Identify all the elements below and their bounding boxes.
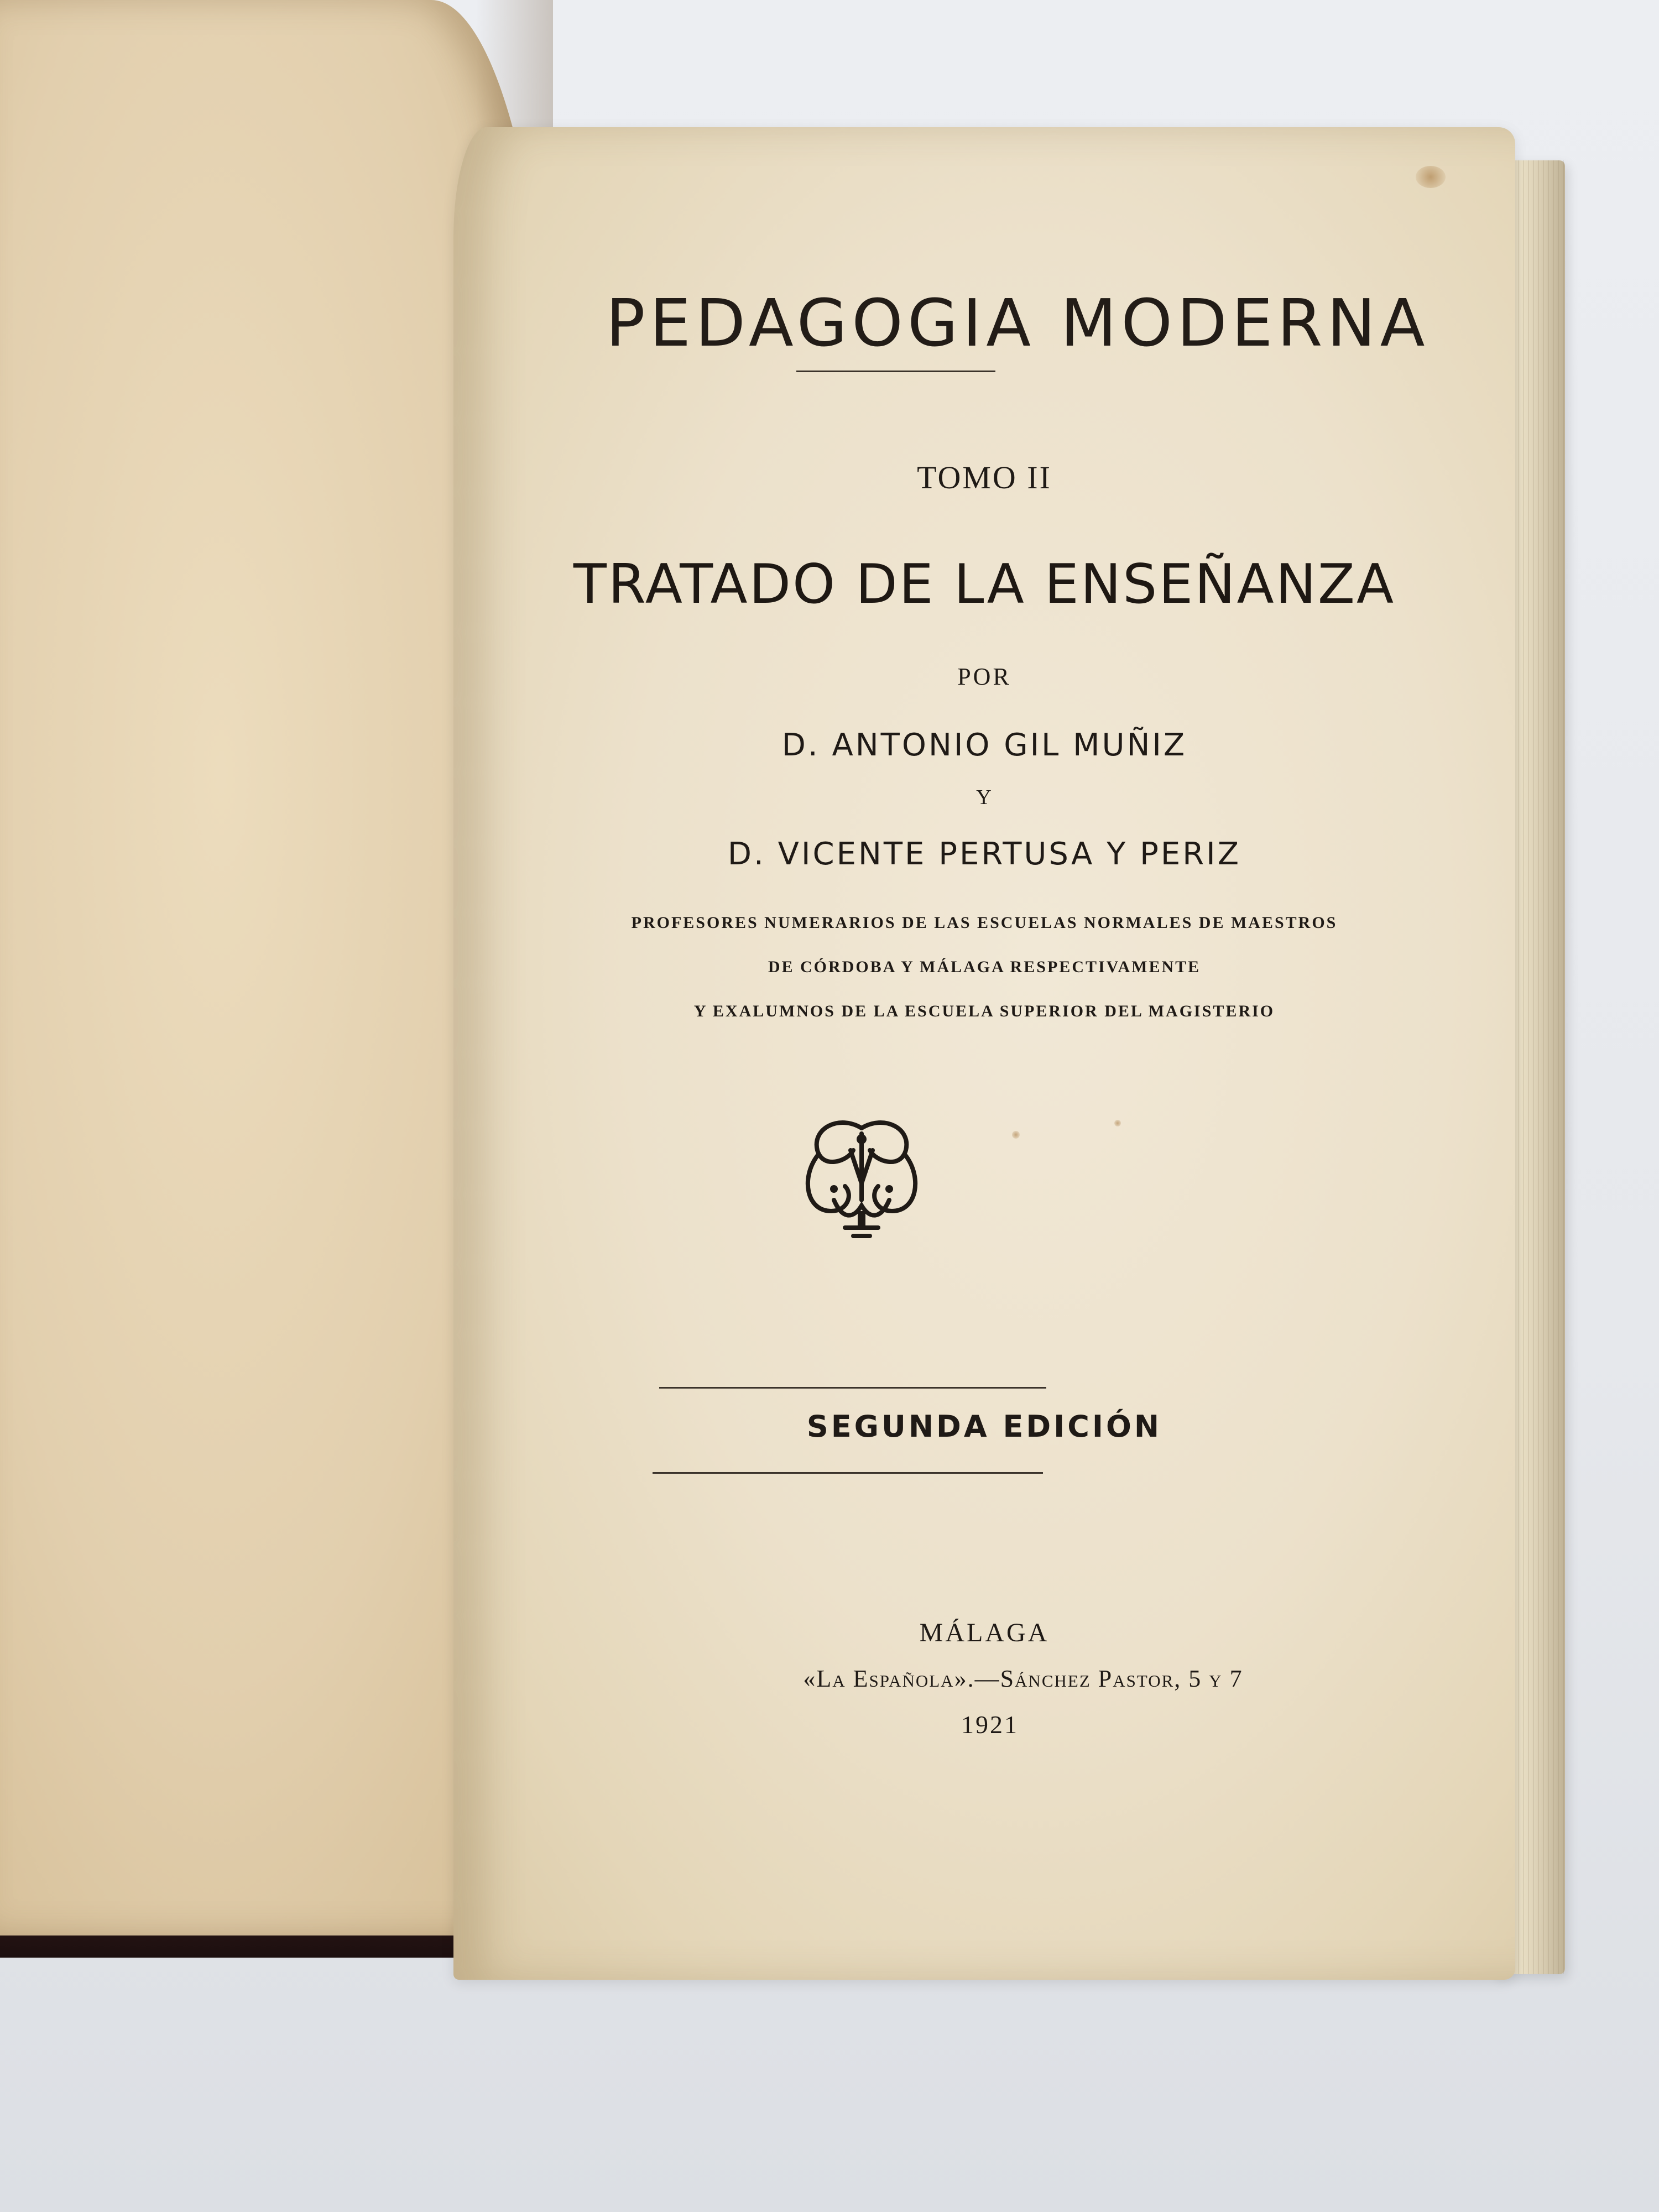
- author-1: D. ANTONIO GIL MUÑIZ: [781, 727, 1187, 763]
- title-page: [453, 127, 1515, 1980]
- series-title: PEDAGOGIA MODERNA: [606, 285, 1430, 361]
- imprint-city: MÁLAGA: [919, 1618, 1050, 1647]
- foxing-spot: [1012, 1131, 1020, 1139]
- volume-label: TOMO II: [917, 460, 1052, 495]
- by-label: POR: [957, 663, 1011, 690]
- credentials-line: DE CÓRDOBA Y MÁLAGA RESPECTIVAMENTE: [768, 958, 1201, 976]
- edition-rule-top: [659, 1387, 1046, 1389]
- work-title: TRATADO DE LA ENSEÑANZA: [573, 553, 1396, 616]
- imprint-printer: «La Española».—Sánchez Pastor, 5 y 7: [803, 1665, 1243, 1692]
- author-2: D. VICENTE PERTUSA Y PERIZ: [727, 836, 1241, 872]
- credentials-line: Y EXALUMNOS DE LA ESCUELA SUPERIOR DEL MAGISTERIO: [693, 1002, 1275, 1020]
- foxing-spot: [1416, 166, 1446, 188]
- edition-label: SEGUNDA EDICIÓN: [806, 1409, 1162, 1444]
- floral-ornament-icon: [801, 1117, 922, 1244]
- title-rule: [796, 371, 995, 372]
- edition-rule-bottom: [653, 1472, 1043, 1474]
- imprint-year: 1921: [961, 1710, 1019, 1739]
- conjunction: Y: [976, 786, 993, 809]
- foxing-spot: [1114, 1120, 1121, 1126]
- credentials-line: PROFESORES NUMERARIOS DE LAS ESCUELAS NORMALES DE MAESTROS: [631, 914, 1338, 932]
